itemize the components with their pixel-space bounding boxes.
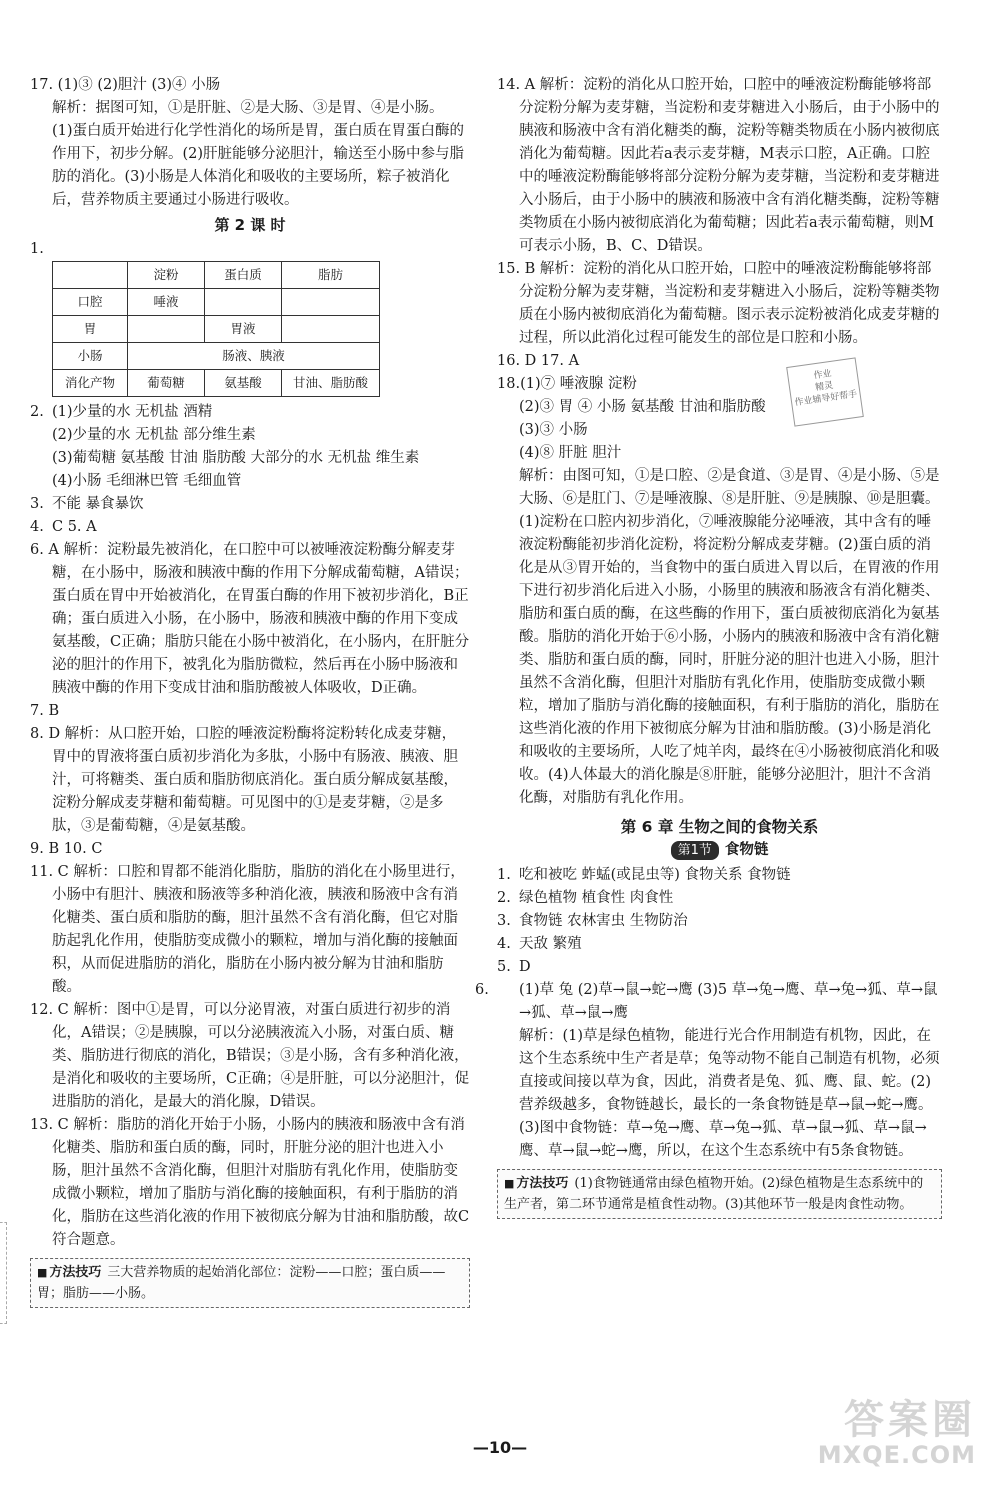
- row-label: 小肠: [53, 343, 128, 370]
- answer-line: (1)⑦ 唾液腺 淀粉: [520, 376, 637, 392]
- answer-line: (2)③ 胃 ④ 小肠 氨基酸 甘油和脂肪酸: [519, 399, 766, 415]
- list-item: [497, 933, 942, 956]
- stamp-text: 精灵: [814, 380, 834, 394]
- question-12: 12. C 解析：图中①是胃，可以分泌胃液，对蛋白质进行初步的消化，A错误；②是胰腺，可以分泌胰液流入小肠，对蛋白质、糖类、脂肪进行彻底的消化，B错误；③是小肠，含有多种消化液，是消化和吸收的主要场所，C正确；④是肝脏，可以分泌胆汁，促进脂肪的消化，是最大的消化腺，D错误。: [30, 1002, 470, 1110]
- question-number: 1.: [30, 241, 44, 257]
- answer-line: (4)⑧ 肝脏 胆汁: [519, 445, 622, 461]
- question-11: 11. C 解析：口腔和胃都不能消化脂肪，脂肪的消化在小肠里进行，小肠中有胆汁、胰液和肠液等多种消化液，胰液和肠液中含有消化糖类、蛋白质和脂肪的酶，胆汁虽然不含有消化酶，但它对脂肪起乳化作用，使脂肪变成微小的颗粒，增加与消化酶的接触面积，从而促进脂肪的消化，脂肪在小肠内被分解为甘油和脂肪酸。: [30, 864, 465, 995]
- question-number: 2.: [30, 404, 44, 420]
- question-number: 4.: [497, 936, 511, 952]
- analysis-text: 解析：由图可知，①是口腔、②是食道、③是胃、④是小肠、⑤是大肠、⑥是肛门、⑦是唾液腺、⑧是肝脏、⑨是胰腺、⑩是胆囊。(1)淀粉在口腔内初步消化，⑦唾液腺能分泌唾液，其中含有的唾液淀粉酶能初步消化淀粉，将淀粉分解成麦芽糖。(2)蛋白质的消化是从③胃开始的，当食物中的蛋白质进入胃以后，在胃液的作用下进行初步消化后进入小肠，小肠里的胰液和肠液含有消化糖类、脂肪和蛋白质的酶，在这些酶的作用下，蛋白质被彻底消化为氨基酸。脂肪的消化开始于⑥小肠，小肠内的胰液和肠液中含有消化糖类、脂肪和蛋白质的酶，同时，肝脏分泌的胆汁也进入小肠，胆汁虽然不含消化酶，但胆汁对脂肪有乳化作用，使脂肪变成微小颗粒，增加了脂肪与消化酶的接触面积，有利于脂肪的消化，脂肪在这些消化液的作用下被彻底分解为甘油和脂肪酸。(3)小肠是消化和吸收的主要场所，人吃了炖羊肉，最终在④小肠被彻底消化和吸收。(4)人体最大的消化腺是⑧肝脏，能够分泌胆汁，胆汁不含消化酶，对脂肪有乳化作用。: [519, 468, 940, 806]
- watermark-url: MXQE.COM: [817, 1441, 976, 1469]
- answer-line: C 5. A: [52, 519, 97, 535]
- table-cell: 胃液: [205, 316, 282, 343]
- table-cell: [282, 289, 380, 316]
- list-item: [497, 864, 942, 887]
- method-tip-box: [30, 1258, 470, 1308]
- answer-line: 不能 暴食暴饮: [52, 496, 144, 512]
- list-item: [497, 956, 942, 979]
- answer-line: (1)少量的水 无机盐 酒精: [52, 404, 213, 420]
- table-cell: [282, 316, 380, 343]
- answer-line: 绿色植物 植食性 肉食性: [519, 890, 674, 906]
- table-cell: 葡萄糖: [128, 370, 205, 397]
- section-name: 食物链: [724, 842, 769, 858]
- table-cell: [53, 262, 128, 289]
- question-18: [497, 373, 942, 810]
- margin-mark: [0, 1222, 7, 1324]
- question-14: 14. A 解析：淀粉的消化从口腔开始，口腔中的唾液淀粉酶能够将部分淀粉分解为麦芽糖，当淀粉和麦芽糖进入小肠后，由于小肠中的胰液和肠液中含有消化糖类的酶，淀粉等糖类物质在小肠内被彻底消化为葡萄糖。因此若a表示麦芽糖，M表示口腔，A正确。口腔中的唾液淀粉酶能够将部分淀粉分解为麦芽糖，当淀粉和麦芽糖进入小肠后，由于小肠中的胰液和肠液中含有消化糖类酶，淀粉等糖类物质在小肠内被彻底消化为葡萄糖；因此若a表示葡萄糖，则M可表示小肠，B、C、D错误。: [497, 77, 940, 254]
- row-label: 胃: [53, 316, 128, 343]
- question-number: 2.: [497, 890, 511, 906]
- chapter-title: 第 6 章 生物之间的食物关系: [620, 818, 819, 836]
- table-header: 脂肪: [282, 262, 380, 289]
- tip-label: ■ 方法技巧: [37, 1265, 101, 1280]
- analysis-text: 解析：(1)草是绿色植物，能进行光合作用制造有机物，因此，在这个生态系统中生产者是草；兔等动物不能自己制造有机物，必须直接或间接以草为食，因此，消费者是兔、狐、鹰、鼠、蛇。(2)营养级越多，食物链越长，最长的一条食物链是草→鼠→蛇→鹰。(3)图中食物链：草→兔→鹰、草→兔→狐、草→鼠→狐、草→鼠→鹰、草→鼠→蛇→鹰，所以，在这个生态系统中有5条食物链。: [519, 1028, 940, 1159]
- question-number: 3.: [497, 913, 511, 929]
- stamp-text: 作业: [813, 368, 833, 382]
- answer-line: 食物链 农林害虫 生物防治: [519, 913, 688, 929]
- analysis-text: (1)蛋白质开始进行化学性消化的场所是胃，蛋白质在胃蛋白酶的作用下，初步分解。(2)肝脏能够分泌胆汁，输送至小肠中参与脂肪的消化。(3)小肠是人体消化和吸收的主要场所，粽子被消化后，营养物质主要通过小肠进行吸收。: [52, 123, 465, 208]
- table-row: [53, 316, 380, 343]
- table-row: [53, 289, 380, 316]
- row-label: 口腔: [53, 289, 128, 316]
- question-17: [30, 74, 470, 212]
- answer-line: 天敌 繁殖: [519, 936, 582, 952]
- question-6: 6. A 解析：淀粉最先被消化，在口腔中可以被唾液淀粉酶分解麦芽糖，在小肠中，肠液和胰液中酶的作用下分解成葡萄糖，A错误；蛋白质在胃中开始被消化，在胃蛋白酶的作用下被初步消化，B正确；蛋白质进入小肠，在小肠中，肠液和胰液中酶的作用下变成氨基酸，C正确；脂肪只能在小肠中被消化，在小肠内，在肝脏分泌的胆汁的作用下，被乳化为脂肪微粒，然后再在小肠中肠液和胰液中酶的作用下变成甘油和脂肪酸被人体吸收，D正确。: [30, 542, 470, 696]
- question-6-food-chain: [475, 979, 942, 1163]
- question-number: 6.: [475, 982, 489, 998]
- table-cell: [128, 316, 205, 343]
- digestion-table: [52, 261, 380, 397]
- question-1: [30, 238, 470, 397]
- table-cell: [205, 289, 282, 316]
- table-row: [53, 370, 380, 397]
- table-row: [53, 343, 380, 370]
- answer-line: (2)少量的水 无机盐 部分维生素: [52, 427, 256, 443]
- table-cell: 甘油、脂肪酸: [282, 370, 380, 397]
- tip-label: ■ 方法技巧: [504, 1176, 568, 1191]
- list-item: [497, 887, 942, 910]
- table-header-row: [53, 262, 380, 289]
- table-cell: 唾液: [128, 289, 205, 316]
- row-label: 消化产物: [53, 370, 128, 397]
- list-item: [497, 910, 942, 933]
- answer-line: (4)小肠 毛细淋巴管 毛细血管: [52, 473, 242, 489]
- question-number: 1.: [497, 867, 511, 883]
- left-column: [30, 74, 470, 1308]
- table-cell-merged: 肠液、胰液: [128, 343, 380, 370]
- method-tip-box: [497, 1169, 942, 1219]
- watermark-logo: 答案圈: [844, 1397, 976, 1443]
- question-2: [30, 401, 470, 493]
- answer-line: (1)草 兔 (2)草→鼠→蛇→鹰 (3)5 草→兔→鹰、草→兔→狐、草→鼠→狐、草→鼠→鹰: [519, 982, 938, 1021]
- question-9: 9. B 10. C: [30, 841, 103, 857]
- analysis-text: 解析：据图可知，①是肝脏、②是大肠、③是胃、④是小肠。: [52, 100, 444, 116]
- table-header: 淀粉: [128, 262, 205, 289]
- stamp-text: 作业辅导好帮手: [794, 389, 858, 409]
- answer-line: 吃和被吃 蚱蜢(或昆虫等) 食物关系 食物链: [519, 867, 791, 883]
- tip-text: 三大营养物质的起始消化部位：淀粉——口腔；蛋白质——胃；脂肪——小肠。: [37, 1265, 446, 1301]
- table-header: 蛋白质: [205, 262, 282, 289]
- homework-stamp: [786, 357, 864, 426]
- lesson-title: 第 2 课 时: [214, 216, 286, 234]
- tip-text: (1)食物链通常由绿色植物开始。(2)绿色植物是生态系统中的生产者，第二环节通常是植食性动物。(3)其他环节一般是肉食性动物。: [504, 1176, 924, 1212]
- question-3: [30, 493, 470, 516]
- question-15: 15. B 解析：淀粉的消化从口腔开始，口腔中的唾液淀粉酶能够将部分淀粉分解为麦芽糖，当淀粉和麦芽糖进入小肠后，淀粉等糖类物质在小肠内被彻底消化为葡萄糖。图示表示淀粉被消化成麦芽糖的过程，所以此消化过程可能发生的部位是口腔和小肠。: [497, 261, 940, 346]
- answer-line: D: [519, 959, 531, 975]
- watermark: [818, 1398, 976, 1468]
- question-7: 7. B: [30, 703, 60, 719]
- question-8: 8. D 解析：从口腔开始，口腔的唾液淀粉酶将淀粉转化成麦芽糖，胃中的胃液将蛋白质初步消化为多肽，小肠中有肠液、胰液、胆汁，可将糖类、蛋白质和脂肪彻底消化。蛋白质分解成氨基酸，淀粉分解成麦芽糖和葡萄糖。可见图中的①是麦芽糖，②是多肽，③是葡萄糖，④是氨基酸。: [30, 726, 458, 834]
- answer-line: 17. (1)③ (2)胆汁 (3)④ 小肠: [30, 77, 221, 93]
- table-cell: 氨基酸: [205, 370, 282, 397]
- section-heading: [497, 839, 942, 862]
- answer-line: (3)葡萄糖 氨基酸 甘油 脂肪酸 大部分的水 无机盐 维生素: [52, 450, 420, 466]
- question-number: 3.: [30, 496, 44, 512]
- right-column: [475, 74, 942, 1219]
- question-4: [30, 516, 470, 539]
- question-number: 18.: [497, 376, 521, 392]
- page-number: —10—: [472, 1438, 528, 1457]
- answer-line: (3)③ 小肠: [519, 422, 588, 438]
- question-16: 16. D 17. A: [497, 353, 580, 369]
- question-number: 4.: [30, 519, 44, 535]
- section-badge: 第1节: [671, 841, 719, 860]
- question-number: 5.: [497, 959, 511, 975]
- question-13: 13. C 解析：脂肪的消化开始于小肠，小肠内的胰液和肠液中含有消化糖类、脂肪和蛋白质的酶，同时，肝脏分泌的胆汁也进入小肠，胆汁虽然不含消化酶，但胆汁对脂肪有乳化作用，使脂肪变成微小颗粒，增加了脂肪与消化酶的接触面积，有利于脂肪的消化，脂肪在这些消化液的作用下被彻底分解为甘油和脂肪酸，故C符合题意。: [30, 1117, 470, 1248]
